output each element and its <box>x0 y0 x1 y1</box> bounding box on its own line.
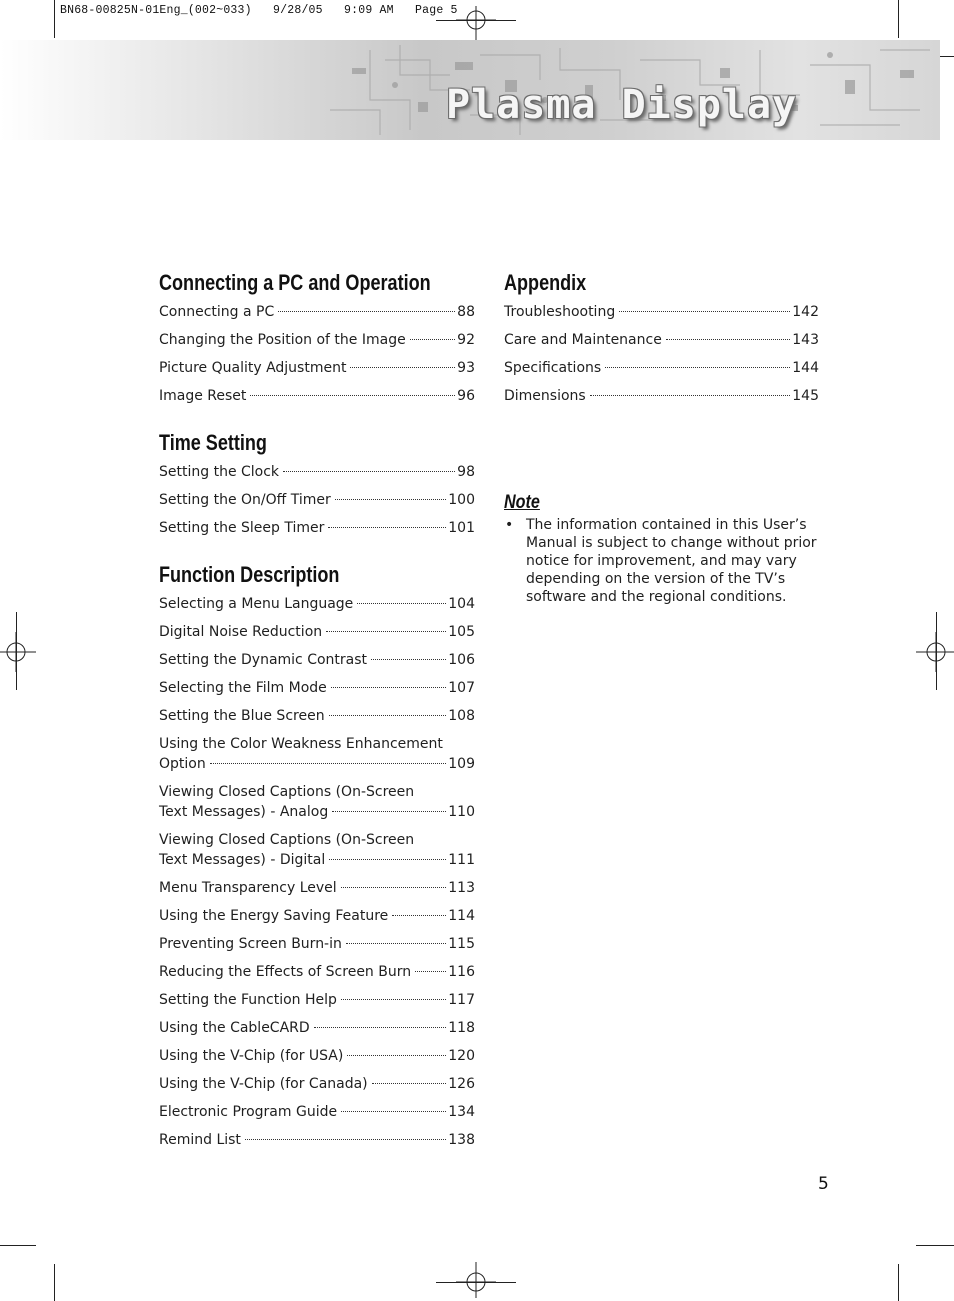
dot-leader <box>392 915 446 916</box>
toc-entry-text: Connecting a PC <box>159 304 275 320</box>
toc-entry <box>159 878 475 898</box>
crop-mark-bottom-left-vertical <box>54 1264 55 1301</box>
toc-left-column <box>159 268 475 1158</box>
toc-entry <box>159 706 475 726</box>
crop-mark-bottom-right-horizontal <box>916 1245 954 1246</box>
toc-entry-text: Dimensions <box>504 388 586 404</box>
toc-entry-page: 104 <box>448 596 475 612</box>
toc-entry-text: Setting the Function Help <box>159 992 337 1008</box>
toc-entry-text-line1: Viewing Closed Captions (On-Screen <box>159 832 415 848</box>
dot-leader <box>341 1111 446 1112</box>
section-title: Connecting a PC and Operation <box>159 270 431 295</box>
dot-leader <box>314 1027 447 1028</box>
toc-entry-page: 143 <box>792 332 819 348</box>
toc-entries <box>159 594 475 1150</box>
toc-entry-page: 114 <box>448 908 475 924</box>
toc-entry-page: 117 <box>448 992 475 1008</box>
toc-entry-text: Option <box>159 756 206 772</box>
note-body <box>504 516 834 606</box>
toc-entry-page: 138 <box>448 1132 475 1148</box>
toc-entry-page: 108 <box>448 708 475 724</box>
toc-section-time <box>159 428 475 538</box>
toc-entry <box>504 330 819 350</box>
toc-entry-text: Text Messages) - Digital <box>159 852 326 868</box>
section-title: Time Setting <box>159 430 267 455</box>
dot-leader <box>619 311 790 312</box>
dot-leader <box>283 471 455 472</box>
toc-entry-text: Image Reset <box>159 388 247 404</box>
toc-entry-text-line1: Viewing Closed Captions (On-Screen <box>159 784 415 800</box>
toc-entry <box>159 330 475 350</box>
toc-entry <box>159 462 475 482</box>
toc-entry-page: 134 <box>448 1104 475 1120</box>
toc-entry-page: 101 <box>448 520 475 536</box>
toc-entry <box>159 622 475 642</box>
dot-leader <box>278 311 455 312</box>
dot-leader <box>332 811 446 812</box>
toc-entry <box>159 1074 475 1094</box>
toc-section-function <box>159 560 475 1150</box>
toc-entry-text: Care and Maintenance <box>504 332 662 348</box>
note-text: The information contained in this User’s Manual is subject to change without prior notice for improvement, and may vary depending on the version of the TV’s software and the regional conditions. <box>526 517 817 605</box>
toc-entries <box>504 302 819 406</box>
toc-entry-page: 107 <box>448 680 475 696</box>
page-number: 5 <box>818 1174 829 1194</box>
banner-title: Plasma Display <box>446 82 798 128</box>
toc-entry-text: Using the V-Chip (for USA) <box>159 1048 344 1064</box>
toc-entry-page: 110 <box>448 804 475 820</box>
toc-entry-page: 126 <box>448 1076 475 1092</box>
dot-leader <box>341 887 447 888</box>
toc-entry <box>159 962 475 982</box>
toc-entry <box>159 518 475 538</box>
crop-mark-bottom-right-vertical <box>898 1264 899 1301</box>
toc-entry-page: 106 <box>448 652 475 668</box>
section-title: Appendix <box>504 270 587 295</box>
toc-entry-page: 113 <box>448 880 475 896</box>
toc-entry-text: Setting the Clock <box>159 464 280 480</box>
toc-entry-page: 120 <box>448 1048 475 1064</box>
toc-entry-page: 115 <box>448 936 475 952</box>
dot-leader <box>210 763 447 764</box>
dot-leader <box>329 859 446 860</box>
toc-entry-text: Using the V-Chip (for Canada) <box>159 1076 368 1092</box>
dot-leader <box>357 603 446 604</box>
toc-entry <box>159 830 475 870</box>
dot-leader <box>666 339 790 340</box>
dot-leader <box>605 367 790 368</box>
header-banner <box>0 40 940 140</box>
toc-entry <box>159 934 475 954</box>
toc-entry-text: Text Messages) - Analog <box>159 804 329 820</box>
toc-entries <box>159 302 475 406</box>
dot-leader <box>335 499 447 500</box>
toc-entry <box>159 594 475 614</box>
toc-entry-text: Using the CableCARD <box>159 1020 310 1036</box>
dot-leader <box>371 659 446 660</box>
toc-entry-page: 98 <box>457 464 475 480</box>
toc-entry-text: Troubleshooting <box>504 304 616 320</box>
dot-leader <box>350 367 455 368</box>
toc-entry <box>159 490 475 510</box>
toc-entry <box>159 734 475 774</box>
dot-leader <box>341 999 446 1000</box>
toc-entry <box>159 906 475 926</box>
toc-entry-page: 109 <box>448 756 475 772</box>
registration-line-top <box>436 20 516 21</box>
toc-entry-text: Setting the On/Off Timer <box>159 492 331 508</box>
dot-leader <box>326 631 446 632</box>
toc-entry <box>159 650 475 670</box>
toc-entry-page: 100 <box>448 492 475 508</box>
toc-entry-text: Specifications <box>504 360 602 376</box>
crop-mark-bottom-left-horizontal <box>0 1245 36 1246</box>
print-slug: BN68-00825N-01Eng_(002~033) 9/28/05 9:09 AM Page 5 <box>60 4 458 17</box>
toc-entry <box>159 1046 475 1066</box>
note-title: Note <box>504 492 540 513</box>
toc-entry-page: 88 <box>457 304 475 320</box>
toc-entry-text: Digital Noise Reduction <box>159 624 323 640</box>
dot-leader <box>590 395 791 396</box>
toc-entry-text: Setting the Dynamic Contrast <box>159 652 368 668</box>
dot-leader <box>410 339 455 340</box>
dot-leader <box>372 1083 447 1084</box>
toc-entry <box>159 782 475 822</box>
registration-mark-left <box>0 632 36 672</box>
toc-entry <box>504 358 819 378</box>
toc-entry-text: Reducing the Effects of Screen Burn <box>159 964 412 980</box>
toc-entry <box>159 990 475 1010</box>
dot-leader <box>347 1055 446 1056</box>
toc-entry-text: Picture Quality Adjustment <box>159 360 347 376</box>
toc-entry <box>159 302 475 322</box>
toc-entry <box>159 1018 475 1038</box>
toc-entry-text: Selecting a Menu Language <box>159 596 354 612</box>
toc-entry <box>504 386 819 406</box>
toc-entry-page: 93 <box>457 360 475 376</box>
toc-entry-page: 105 <box>448 624 475 640</box>
registration-line-left <box>16 612 17 690</box>
dot-leader <box>331 687 447 688</box>
dot-leader <box>415 971 446 972</box>
dot-leader <box>346 943 446 944</box>
toc-entry-page: 92 <box>457 332 475 348</box>
crop-mark-top-right-vertical <box>898 0 899 38</box>
dot-leader <box>328 527 446 528</box>
dot-leader <box>250 395 455 396</box>
toc-entry-text: Electronic Program Guide <box>159 1104 338 1120</box>
toc-right-column <box>504 268 819 414</box>
crop-mark-top-left-vertical <box>54 0 55 38</box>
toc-entry-text: Remind List <box>159 1132 241 1148</box>
toc-entry-text: Setting the Sleep Timer <box>159 520 325 536</box>
toc-entry-page: 116 <box>448 964 475 980</box>
toc-entry <box>504 302 819 322</box>
note-box <box>504 492 834 606</box>
toc-entry-text-line1: Using the Color Weakness Enhancement <box>159 736 443 752</box>
toc-section-pc <box>159 268 475 406</box>
toc-entry-page: 118 <box>448 1020 475 1036</box>
toc-entry-page: 142 <box>792 304 819 320</box>
registration-line-right <box>936 612 937 690</box>
toc-entry <box>159 358 475 378</box>
toc-section-appendix <box>504 268 819 406</box>
toc-entry <box>159 386 475 406</box>
dot-leader <box>245 1139 446 1140</box>
toc-entry-text: Menu Transparency Level <box>159 880 337 896</box>
toc-entry-text: Selecting the Film Mode <box>159 680 327 696</box>
toc-entry-text: Using the Energy Saving Feature <box>159 908 389 924</box>
section-title: Function Description <box>159 562 340 587</box>
toc-entry-page: 145 <box>792 388 819 404</box>
toc-entry <box>159 1102 475 1122</box>
toc-entries <box>159 462 475 538</box>
registration-line-bottom <box>436 1282 516 1283</box>
registration-mark-right <box>916 632 954 672</box>
toc-entry-text: Setting the Blue Screen <box>159 708 325 724</box>
toc-entry <box>159 1130 475 1150</box>
toc-entry-page: 144 <box>792 360 819 376</box>
toc-entry-text: Changing the Position of the Image <box>159 332 406 348</box>
toc-entry-page: 96 <box>457 388 475 404</box>
toc-entry-page: 111 <box>448 852 475 868</box>
toc-entry <box>159 678 475 698</box>
toc-entry-text: Preventing Screen Burn-in <box>159 936 342 952</box>
dot-leader <box>329 715 447 716</box>
bullet-icon: • <box>505 517 514 533</box>
